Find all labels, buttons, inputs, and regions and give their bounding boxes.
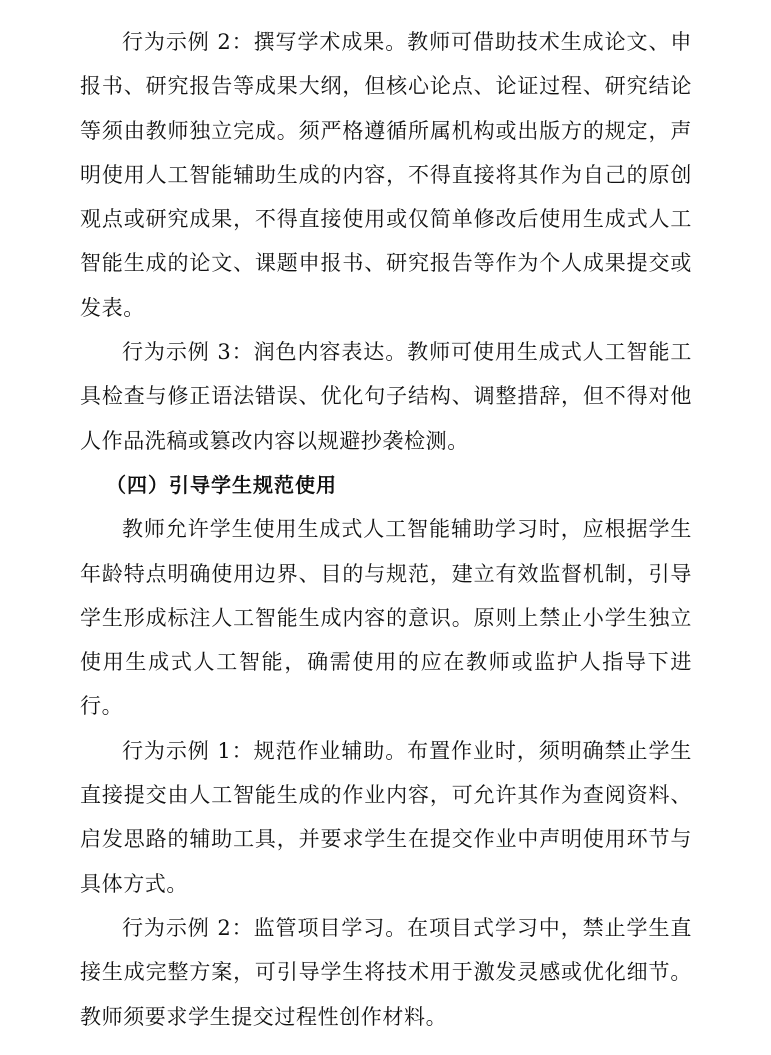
section-heading-guide-students: （四）引导学生规范使用 [106, 472, 337, 497]
paragraph-student-use-rules: 教师允许学生使用生成式人工智能辅助学习时，应根据学生年龄特点明确使用边界、目的与规范，建立有效监督机制，引导学生形成标注人工智能生成内容的意识。原则上禁止小学生独立使用生成式人工智能，确需使用的应在教师或监护人指导下进行。 [80, 517, 692, 719]
document-page [80, 20, 692, 1039]
paragraph-example-1-homework: 行为示例 1：规范作业辅助。布置作业时，须明确禁止学生直接提交由人工智能生成的作业内容，可允许其作为查阅资料、启发思路的辅助工具，并要求学生在提交作业中声明使用环节与具体方式。 [80, 738, 692, 896]
paragraph-example-3-polish: 行为示例 3：润色内容表达。教师可使用生成式人工智能工具检查与修正语法错误、优化句子结构、调整措辞，但不得对他人作品洗稿或篡改内容以规避抄袭检测。 [80, 340, 692, 453]
paragraph-example-2-academic: 行为示例 2：撰写学术成果。教师可借助技术生成论文、申报书、研究报告等成果大纲，但核心论点、论证过程、研究结论等须由教师独立完成。须严格遵循所属机构或出版方的规定，声明使用人工智能辅助生成的内容，不得直接将其作为自己的原创观点或研究成果，不得直接使用或仅简单修改后使用生成式人工智能生成的论文、课题申报书、研究报告等作为个人成果提交或发表。 [80, 30, 692, 320]
paragraph-example-2-project: 行为示例 2：监管项目学习。在项目式学习中，禁止学生直接生成完整方案，可引导学生将技术用于激发灵感或优化细节。教师须要求学生提交过程性创作材料。 [80, 915, 692, 1029]
